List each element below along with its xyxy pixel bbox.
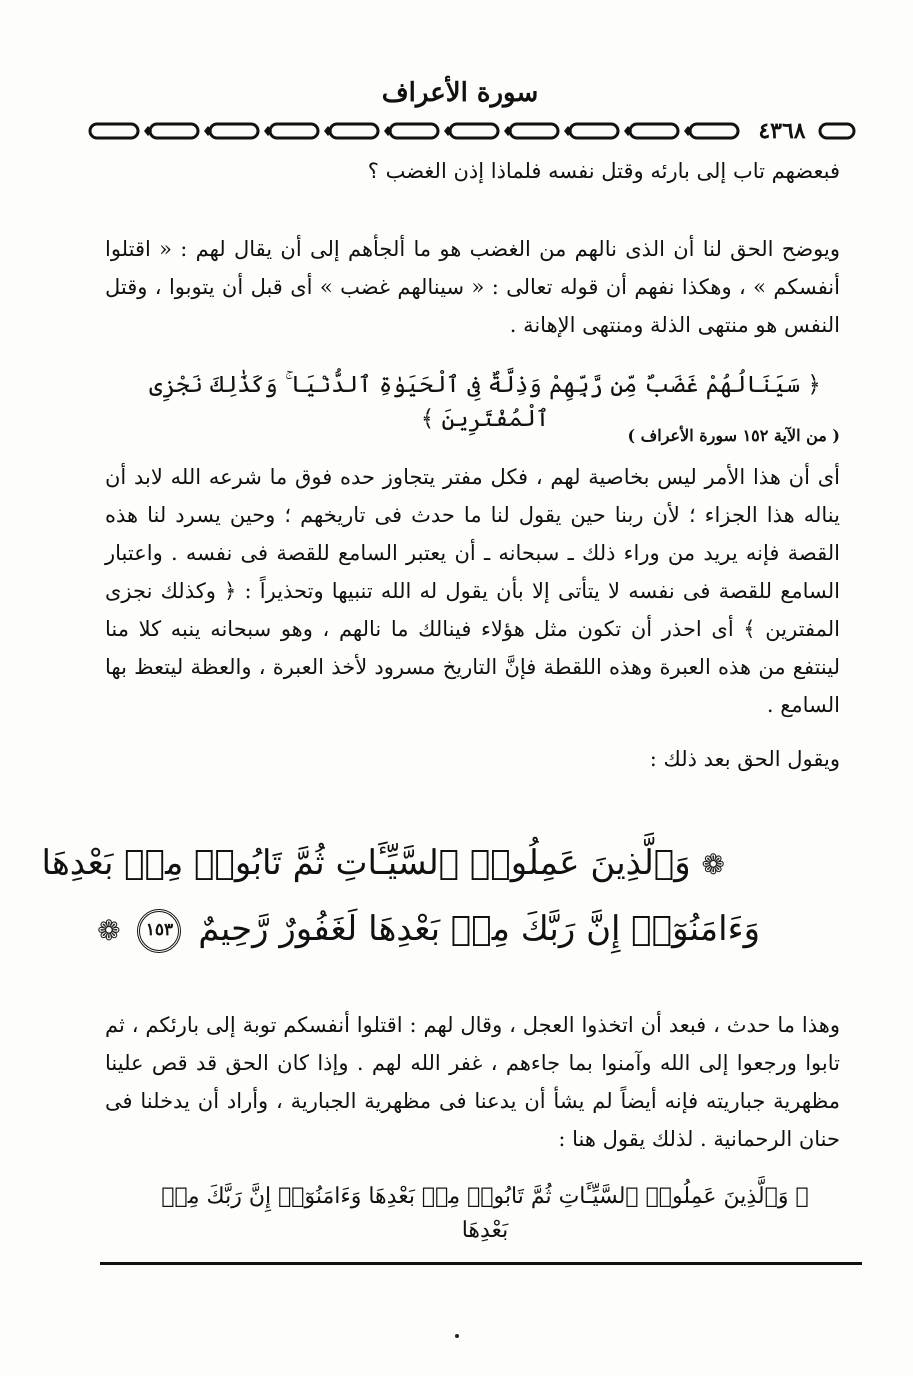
chain-end-ornament — [818, 120, 858, 142]
paragraph-3: أى أن هذا الأمر ليس بخاصية لهم ، فكل مفتر يتجاوز حده فوق ما شرعه الله لابد أن يناله هذا الجزاء ؛ لأن ربنا حين يقول لنا ما حدث فى تاريخهم ؛ وحين يسرد لنا هذه القصة فإنه يريد من وراء ذلك ـ سبحانه ـ أن يعتبر السامع للقصة فى نفسه . واعتبار السامع للقصة فى نفسه لا يتأتى إلا بأن يقول له الله تنبيها وتحذيراً : ﴿ وكذلك نجزى المفترين ﴾ أى احذر أن تكون مثل هؤلاء فينالك ما نالهم ، وهو سبحانه ينبه كلا منا لينتفع من هذه العبرة وهذه اللقطة فإنَّ التاريخ مسرود لأخذ العبرة ، والعظة ليتعظ بها السامع . — [105, 465, 840, 717]
paragraph-5: وهذا ما حدث ، فبعد أن اتخذوا العجل ، وقال لهم : اقتلوا أنفسكم توبة إلى بارئكم ، ثم تابوا ورجعوا إلى الله وآمنوا بما جاءهم ، غفر الله لهم . وإذا كان الحق قد قص علينا مظهرية جباريته فإنه أيضاً لم يشأ أن يدعنا فى مظهرية الجبارية ، وأراد أن يدخلنا فى حنان الرحمانية . لذلك يقول هنا : — [105, 1013, 840, 1151]
paragraph-1: فبعضهم تاب إلى بارئه وقتل نفسه فلماذا إذن الغضب ؟ — [367, 159, 840, 183]
paragraph-2: ويوضح الحق لنا أن الذى نالهم من الغضب هو ما ألجأهم إلى أن يقال لهم : « اقتلوا أنفسكم » ، وهكذا نفهم أن قوله تعالى : « سينالهم غضب » أى قبل أن يتوبوا ، وقتل النفس هو منتهى الذلة ومنتهى الإهانة . — [105, 237, 840, 337]
ornamental-chain-divider — [88, 120, 748, 142]
page-number: ٤٣٦٨ — [758, 118, 806, 144]
verse-153-line-2-text: وَءَامَنُوٓا۟ إِنَّ رَبَّكَ مِنۢ بَعْدِهَا لَغَفُورٌ رَّحِيمٌ — [198, 909, 760, 949]
footer-mark — [455, 1334, 459, 1338]
verse-153-quote: ﴿ وَٱلَّذِينَ عَمِلُوا۟ ٱلسَّيِّـَٔاتِ ثُمَّ تَابُوا۟ مِنۢ بَعْدِهَا وَءَامَنُوٓا۟ إِنَّ رَبَّكَ مِنۢ بَعْدِهَا — [161, 1184, 809, 1243]
paragraph-4: ويقول الحق بعد ذلك : — [649, 747, 840, 771]
verse-start-ornament-icon: ❁ — [701, 848, 725, 881]
ayah-number-badge: ١٥٣ — [137, 909, 181, 953]
verse-end-ornament-icon: ❁ — [97, 914, 121, 947]
verse-153-line-1-text: وَٱلَّذِينَ عَمِلُوا۟ ٱلسَّيِّـَٔاتِ ثُمَّ تَابُوا۟ مِنۢ بَعْدِهَا — [41, 843, 691, 883]
verse-152: ﴿ سَيَنَالُهُمْ غَضَبٌ مِّن رَّبِّهِمْ وَذِلَّةٌ فِى ٱلْحَيَوٰةِ ٱلدُّنْيَا ۚ وَكَذَٰلِكَ نَجْزِى ٱلْمُفْتَرِينَ ﴾ — [149, 372, 821, 432]
verse-153-line-2 — [97, 904, 760, 956]
verse-152-reference: ( من الآية ١٥٢ سورة الأعراف ) — [627, 426, 840, 445]
surah-title: سورة الأعراف — [381, 78, 539, 108]
verse-153-line-1 — [41, 838, 725, 890]
footer-rule — [100, 1262, 862, 1265]
